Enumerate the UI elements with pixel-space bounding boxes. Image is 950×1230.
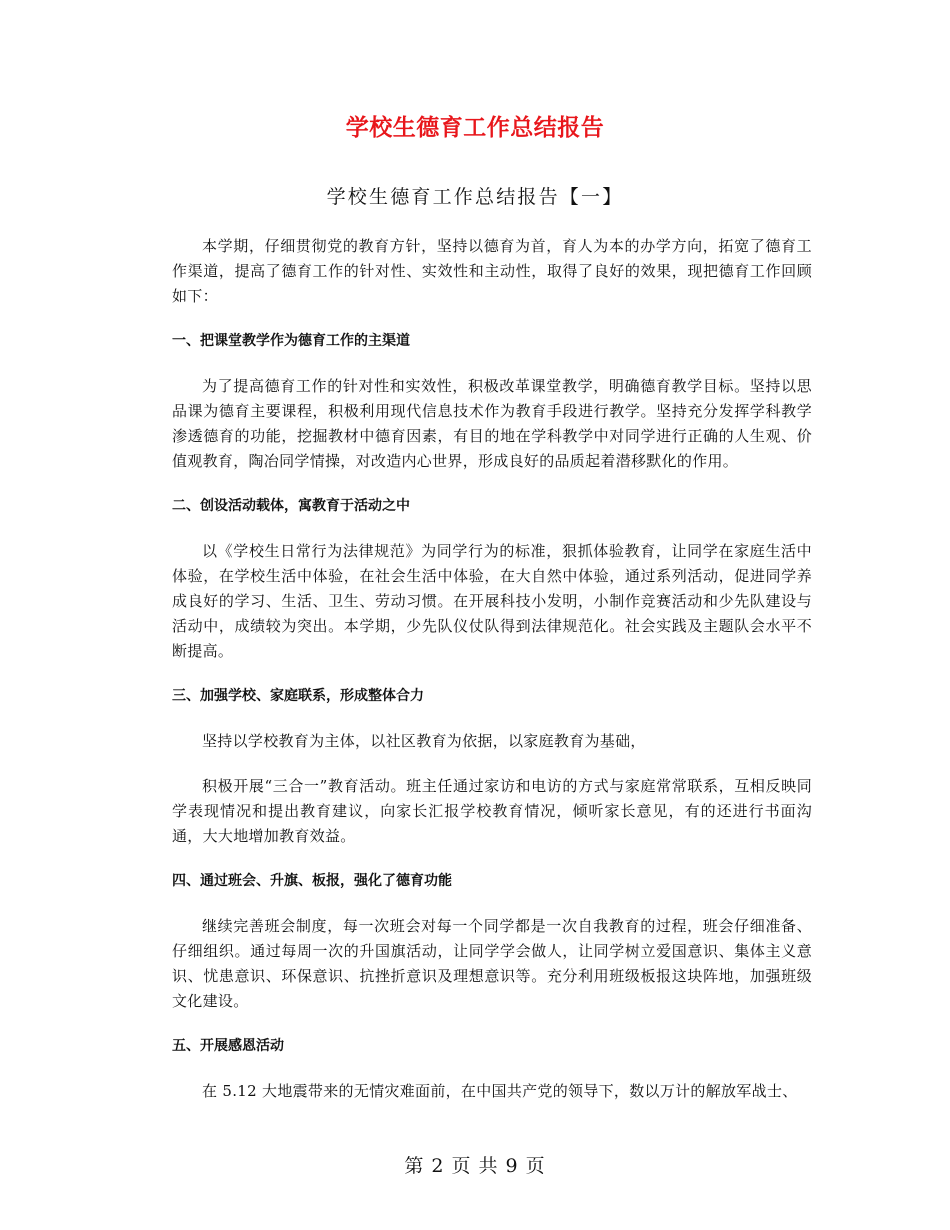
page-number-label: 第 2 页 共 9 页 — [404, 1155, 546, 1177]
page-number-footer — [0, 1151, 950, 1178]
section-heading-4: 四、通过班会、升旗、板报，强化了德育功能 — [172, 873, 452, 889]
section-2-paragraph: 以《学校生日常行为法律规范》为同学行为的标准，狠抓体验教育，让同学在家庭生活中体验，在学校生活中体验，在社会生活中体验，在大自然中体验，通过系列活动，促进同学养成良好的学习、生活、卫生、劳动习惯。在开展科技小发明，小制作竞赛活动和少先队建设与活动中，成绩较为突出。本学期，少先队仪仗队得到法律规范化。社会实践及主题队会水平不断提高。 — [172, 542, 812, 660]
document-body — [172, 234, 812, 1124]
section-heading-5: 五、开展感恩活动 — [172, 1038, 284, 1054]
section-heading-2: 二、创设活动载体，寓教育于活动之中 — [172, 498, 410, 514]
document-title: 学校生德育工作总结报告 — [345, 115, 605, 141]
section-heading-1: 一、把课堂教学作为德育工作的主渠道 — [172, 333, 410, 349]
section-1-paragraph: 为了提高德育工作的针对性和实效性，积极改革课堂教学，明确德育教学目标。坚持以思品课为德育主要课程，积极利用现代信息技术作为教育手段进行教学。坚持充分发挥学科教学渗透德育的功能，挖掘教材中德育因素，有目的地在学科教学中对同学进行正确的人生观、价值观教育，陶冶同学情操，对改造内心世界，形成良好的品质起着潜移默化的作用。 — [172, 377, 812, 470]
section-3-paragraph-2: 积极开展“三合一”教育活动。班主任通过家访和电访的方式与家庭常常联系，互相反映同学表现情况和提出教育建议，向家长汇报学校教育情况，倾听家长意见，有的还进行书面沟通，大大地增加教育效益。 — [172, 777, 812, 845]
section-3-paragraph-1: 坚持以学校教育为主体，以社区教育为依据，以家庭教育为基础， — [202, 732, 646, 750]
intro-paragraph: 本学期，仔细贯彻党的教育方针，坚持以德育为首，育人为本的办学方向，拓宽了德育工作渠道，提高了德育工作的针对性、实效性和主动性，取得了良好的效果，现把德育工作回顾如下： — [172, 237, 812, 305]
section-4-paragraph: 继续完善班会制度，每一次班会对每一个同学都是一次自我教育的过程，班会仔细准备、仔细组织。通过每周一次的升国旗活动，让同学学会做人，让同学树立爱国意识、集体主义意识、忧患意识、环保意识、抗挫折意识及理想意识等。充分利用班级板报这块阵地，加强班级文化建设。 — [172, 917, 812, 1010]
document-subtitle: 学校生德育工作总结报告【一】 — [326, 186, 624, 208]
section-heading-3: 三、加强学校、家庭联系，形成整体合力 — [172, 688, 424, 704]
section-5-paragraph: 在 5.12 大地震带来的无情灾难面前，在中国共产党的领导下，数以万计的解放军战士、 — [202, 1082, 798, 1100]
